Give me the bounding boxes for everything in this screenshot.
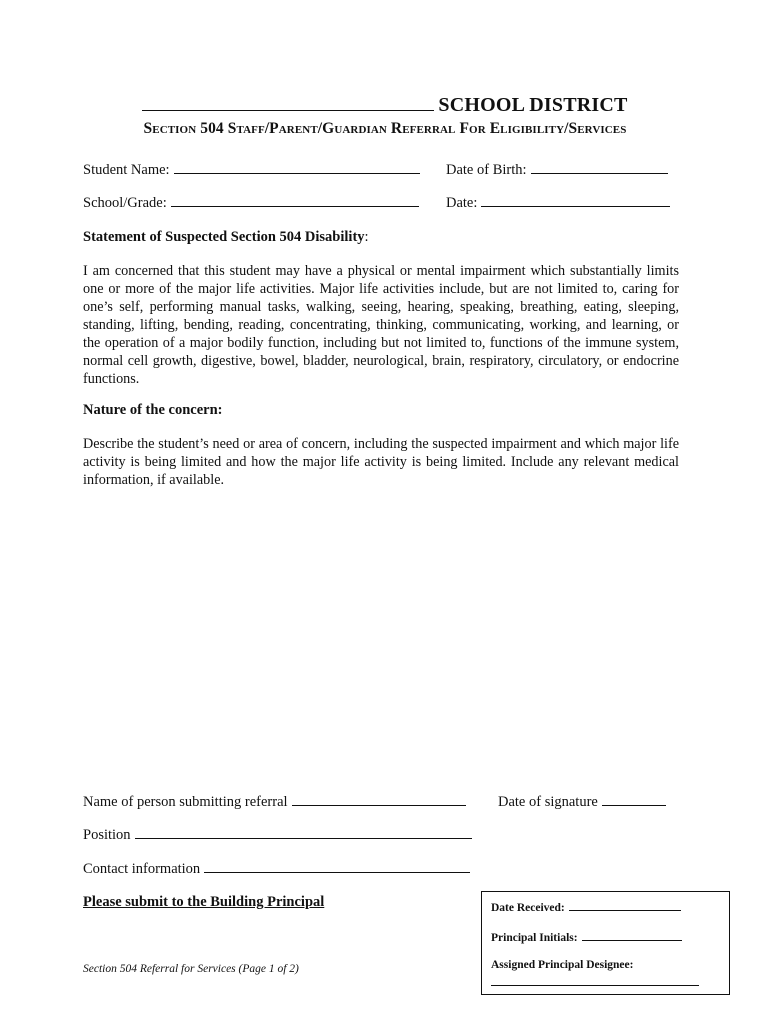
date-received-field (491, 900, 681, 914)
statement-heading-colon: : (364, 229, 369, 245)
page-subtitle: Section 504 Staff/Parent/Guardian Referral For Eligibility/Services (143, 120, 627, 137)
date-received-label: Date Received: (491, 902, 565, 914)
school-grade-field (83, 194, 419, 212)
position-field (83, 826, 472, 844)
signature-date-label: Date of signature (498, 794, 598, 810)
concern-heading: Nature of the concern: (83, 402, 223, 418)
submit-note: Please submit to the Building Principal (83, 894, 325, 910)
statement-paragraph: I am concerned that this student may have a physical or mental impairment which substantially limits one or more of the major life activities. Major life activities include, but are not limited to, caring for one’s self, performing manual tasks, walking, seeing, hearing, speaking, breathing, eating, sleeping, standing, lifting, bending, reading, concentrating, thinking, communicating, working, and learning, or the operation of a major bodily function, including but not limited to, functions of the immune system, normal cell growth, digestive, bowel, bladder, neurological, brain, respiratory, circulatory, or endocrine functions. (83, 263, 679, 387)
date-input[interactable] (481, 194, 670, 207)
statement-heading (83, 229, 369, 246)
contact-label: Contact information (83, 861, 201, 877)
contact-field (83, 860, 470, 878)
signature-date-input[interactable] (602, 793, 666, 806)
signature-date-field (498, 793, 666, 811)
date-of-birth-label: Date of Birth: (446, 162, 527, 178)
statement-heading-text: Statement of Suspected Section 504 Disability (83, 229, 365, 245)
position-input[interactable] (135, 826, 472, 839)
school-grade-input[interactable] (171, 194, 419, 207)
student-name-field (83, 161, 420, 179)
designee-label: Assigned Principal Designee: (491, 959, 634, 971)
title-text: SCHOOL DISTRICT (438, 94, 628, 116)
contact-input[interactable] (204, 860, 470, 873)
date-of-birth-input[interactable] (531, 161, 668, 174)
concern-response-area[interactable] (83, 500, 679, 780)
school-grade-label: School/Grade: (83, 195, 167, 211)
principal-initials-field (491, 930, 682, 944)
date-label: Date: (446, 195, 478, 211)
page-footer: Section 504 Referral for Services (Page 1 of 2) (83, 963, 299, 975)
student-name-input[interactable] (174, 161, 420, 174)
date-received-input[interactable] (569, 900, 681, 911)
submitter-name-field (83, 793, 466, 811)
date-of-birth-field (446, 161, 668, 179)
student-name-label: Student Name: (83, 162, 170, 178)
principal-initials-label: Principal Initials: (491, 932, 578, 944)
submitter-name-label: Name of person submitting referral (83, 794, 288, 810)
date-field (446, 194, 670, 212)
office-use-box (481, 891, 730, 995)
concern-paragraph: Describe the student’s need or area of concern, including the suspected impairment and which major life activity is being limited and how the major life activity is being limited. Include any relevant medical information, if available. (83, 436, 679, 488)
designee-input[interactable] (491, 985, 699, 986)
submitter-name-input[interactable] (292, 793, 466, 806)
school-district-blank[interactable] (142, 94, 434, 111)
principal-initials-input[interactable] (582, 930, 682, 941)
position-label: Position (83, 827, 131, 843)
page-title (0, 94, 770, 117)
